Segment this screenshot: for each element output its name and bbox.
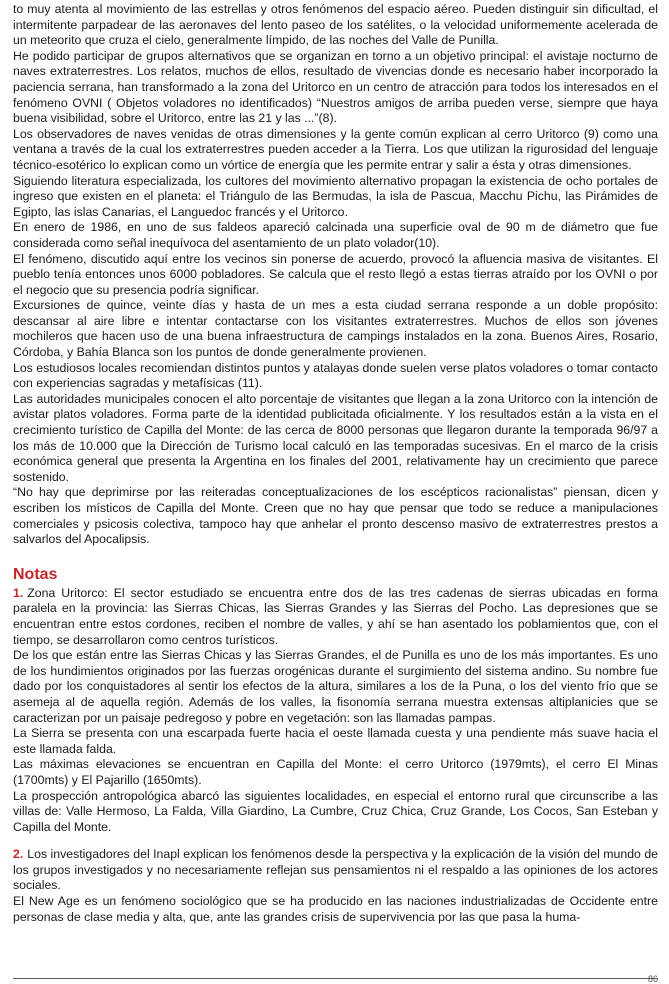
note-number: 2. <box>13 847 24 862</box>
paragraph: Excursiones de quince, veinte días y hasta de un mes a esta ciudad serrana responde a un doble propósito: descansar al aire libre e intentar contactarse con los visitantes extraterrestres. Muchos de ellos son jóvenes mochileros que hacen uso de una buena infraestructura de campings instalados en la zona. Buenos Aires, Rosario, Córdoba, y Bahía Blanca son los puntos de donde generalmente provienen. <box>13 298 658 360</box>
note-paragraph: La Sierra se presenta con una escarpada fuerte hacia el oeste llamada cuesta y una pendiente más suave hacia el este llamada falda. <box>13 726 658 756</box>
note-text: Los investigadores del Inapl explican los fenómenos desde la perspectiva y la explicación de la visión del mundo de los grupos investigados y no necesariamente reflejan sus pensamientos ni el respaldo a las opiniones de los actores sociales. <box>13 847 658 893</box>
note-1 <box>13 586 658 836</box>
note-first-paragraph <box>13 847 658 894</box>
paragraph: En enero de 1986, en uno de sus faldeos apareció calcinada una superficie oval de 90 m de diámetro que fue considerada como señal inequívoca del asentamiento de un plato volador(10). <box>13 220 658 250</box>
note-paragraph: De los que están entre las Sierras Chicas y las Sierras Grandes, el de Punilla es uno de los más importantes. Es uno de los hundimientos originados por las fuerzas orogénicas durante el surgimiento del sistema andino. Su nombre fue dado por los conquistadores al sentir los efectos de la altura, similares a los de la Puna, o los del viento frío que se asemeja al de aquella región. Además de los valles, la fisonomía serrana muestra extensas altiplanicies que se caracterizan por un paisaje pedregoso y pobre en vegetación: son las llamadas pampas. <box>13 648 658 725</box>
note-paragraph: Las máximas elevaciones se encuentran en Capilla del Monte: el cerro Uritorco (1979mts), el cerro El Minas (1700mts) y El Pajarillo (1650mts). <box>13 757 658 787</box>
paragraph: Los observadores de naves venidas de otras dimensiones y la gente común explican al cerro Uritorco (9) como una ventana a través de la cual los extraterrestres pueden acceder a la Tierra. Los que utilizan la rigurosidad del lenguaje técnico-esotérico lo explican como un vórtice de energía que les permite entrar y salir a ésta y otras dimensiones. <box>13 126 658 172</box>
note-first-paragraph <box>13 586 658 648</box>
note-paragraph: El New Age es un fenómeno sociológico que se ha producido en las naciones industrializadas de Occidente entre personas de clase media y alta, que, ante las grandes crisis de supervivencia por las que pasa la huma- <box>13 894 658 924</box>
note-text: Zona Uritorco: El sector estudiado se encuentra entre dos de las tres cadenas de sierras ubicadas en forma paralela en la provincia: las Sierras Chicas, las Sierras Grandes y las Sierras del Pocho. Las depresiones que se encuentran entre estos cordones, reciben el nombre de valles, y ahí se han asentado los poblamientos que, con el tiempo, se desarrollaron como centros turísticos. <box>13 585 658 647</box>
page-number: 86 <box>647 974 658 984</box>
note-2 <box>13 847 658 925</box>
note-paragraph: La prospección antropológica abarcó las siguientes localidades, en especial el entorno rural que circunscribe a las villas de: Valle Hermoso, La Falda, Villa Giardino, La Cumbre, Cruz Chica, Cruz Grande, Los Cocos, San Esteban y Capilla del Monte. <box>13 788 658 834</box>
paragraph: Los estudiosos locales recomiendan distintos puntos y atalayas donde suelen verse platos voladores o tomar contacto con experiencias sagradas y metafísicas (11). <box>13 360 658 391</box>
paragraph: Las autoridades municipales conocen el alto porcentaje de visitantes que llegan a la zona Uritorco con la intención de avistar platos voladores. Forma parte de la identidad publicitada oficialmente. Y los resultados están a la vista en el crecimiento turístico de Capilla del Monte: de las cerca de 8000 personas que llegaron durante la temporada 96/97 a los más de 10.000 que la Dirección de Turismo local calculó en las temporadas sucesivas. En el marco de la crisis económica general que presenta la Argentina en los finales del 2001, relativamente hay un crecimiento que parece sostenido. <box>13 391 658 484</box>
footer-rule <box>13 978 658 979</box>
paragraph: “No hay que deprimirse por las reiteradas conceptualizaciones de los escépticos racionalistas” piensan, dicen y escriben los místicos de Capilla del Monte. Creen que no hay que pensar que todo se reduce a manipulaciones comerciales y psicosis colectiva, tampoco hay que anhelar el pronto descenso masivo de extraterrestres prestos a salvarlos del Apocalipsis. <box>13 485 658 547</box>
section-spacer <box>13 548 658 560</box>
paragraph: He podido participar de grupos alternativos que se organizan en torno a un objetivo principal: el avistaje nocturno de naves extraterrestres. Los relatos, muchos de ellos, resultado de vivencias donde es necesario haber incorporado la paciencia serrana, han transformado a la zona del Uritorco en un centro de atracción para todos los interesados en el fenómeno OVNI ( Objetos voladores no identificados) “Nuestros amigos de arriba pueden verse, siempre que haya buena visibilidad, sobre el Uritorco, entre las 21 y las ...”(8). <box>13 48 658 126</box>
paragraph: Siguiendo literatura especializada, los cultores del movimiento alternativo propagan la existencia de ocho portales de ingreso que existen en el planeta: el Triángulo de las Bermudas, la isla de Pascua, Macchu Pichu, las Pirámides de Egipto, las islas Canarias, el Languedoc francés y el Uritorco. <box>13 173 658 219</box>
note-number: 1. <box>13 585 24 600</box>
body-text <box>13 2 658 548</box>
note-spacer <box>13 835 658 847</box>
paragraph: to muy atenta al movimiento de las estrellas y otros fenómenos del espacio aéreo. Pueden distinguir sin dificultad, el intermitente parpadear de las aeronaves del lento paseo de los satélites, o la velocidad uniformemente acelerada de un meteorito que cruza el cielo, generalmente límpido, de las noches del Valle de Punilla. <box>13 2 658 48</box>
paragraph: El fenómeno, discutido aquí entre los vecinos sin ponerse de acuerdo, provocó la afluencia masiva de visitantes. El pueblo tenía entonces unos 6000 pobladores. Se calcula que el resto llegó a estas tierras atraído por los OVNI o por el negocio que su presencia podría significar. <box>13 251 658 297</box>
notes-heading: Notas <box>13 565 58 583</box>
